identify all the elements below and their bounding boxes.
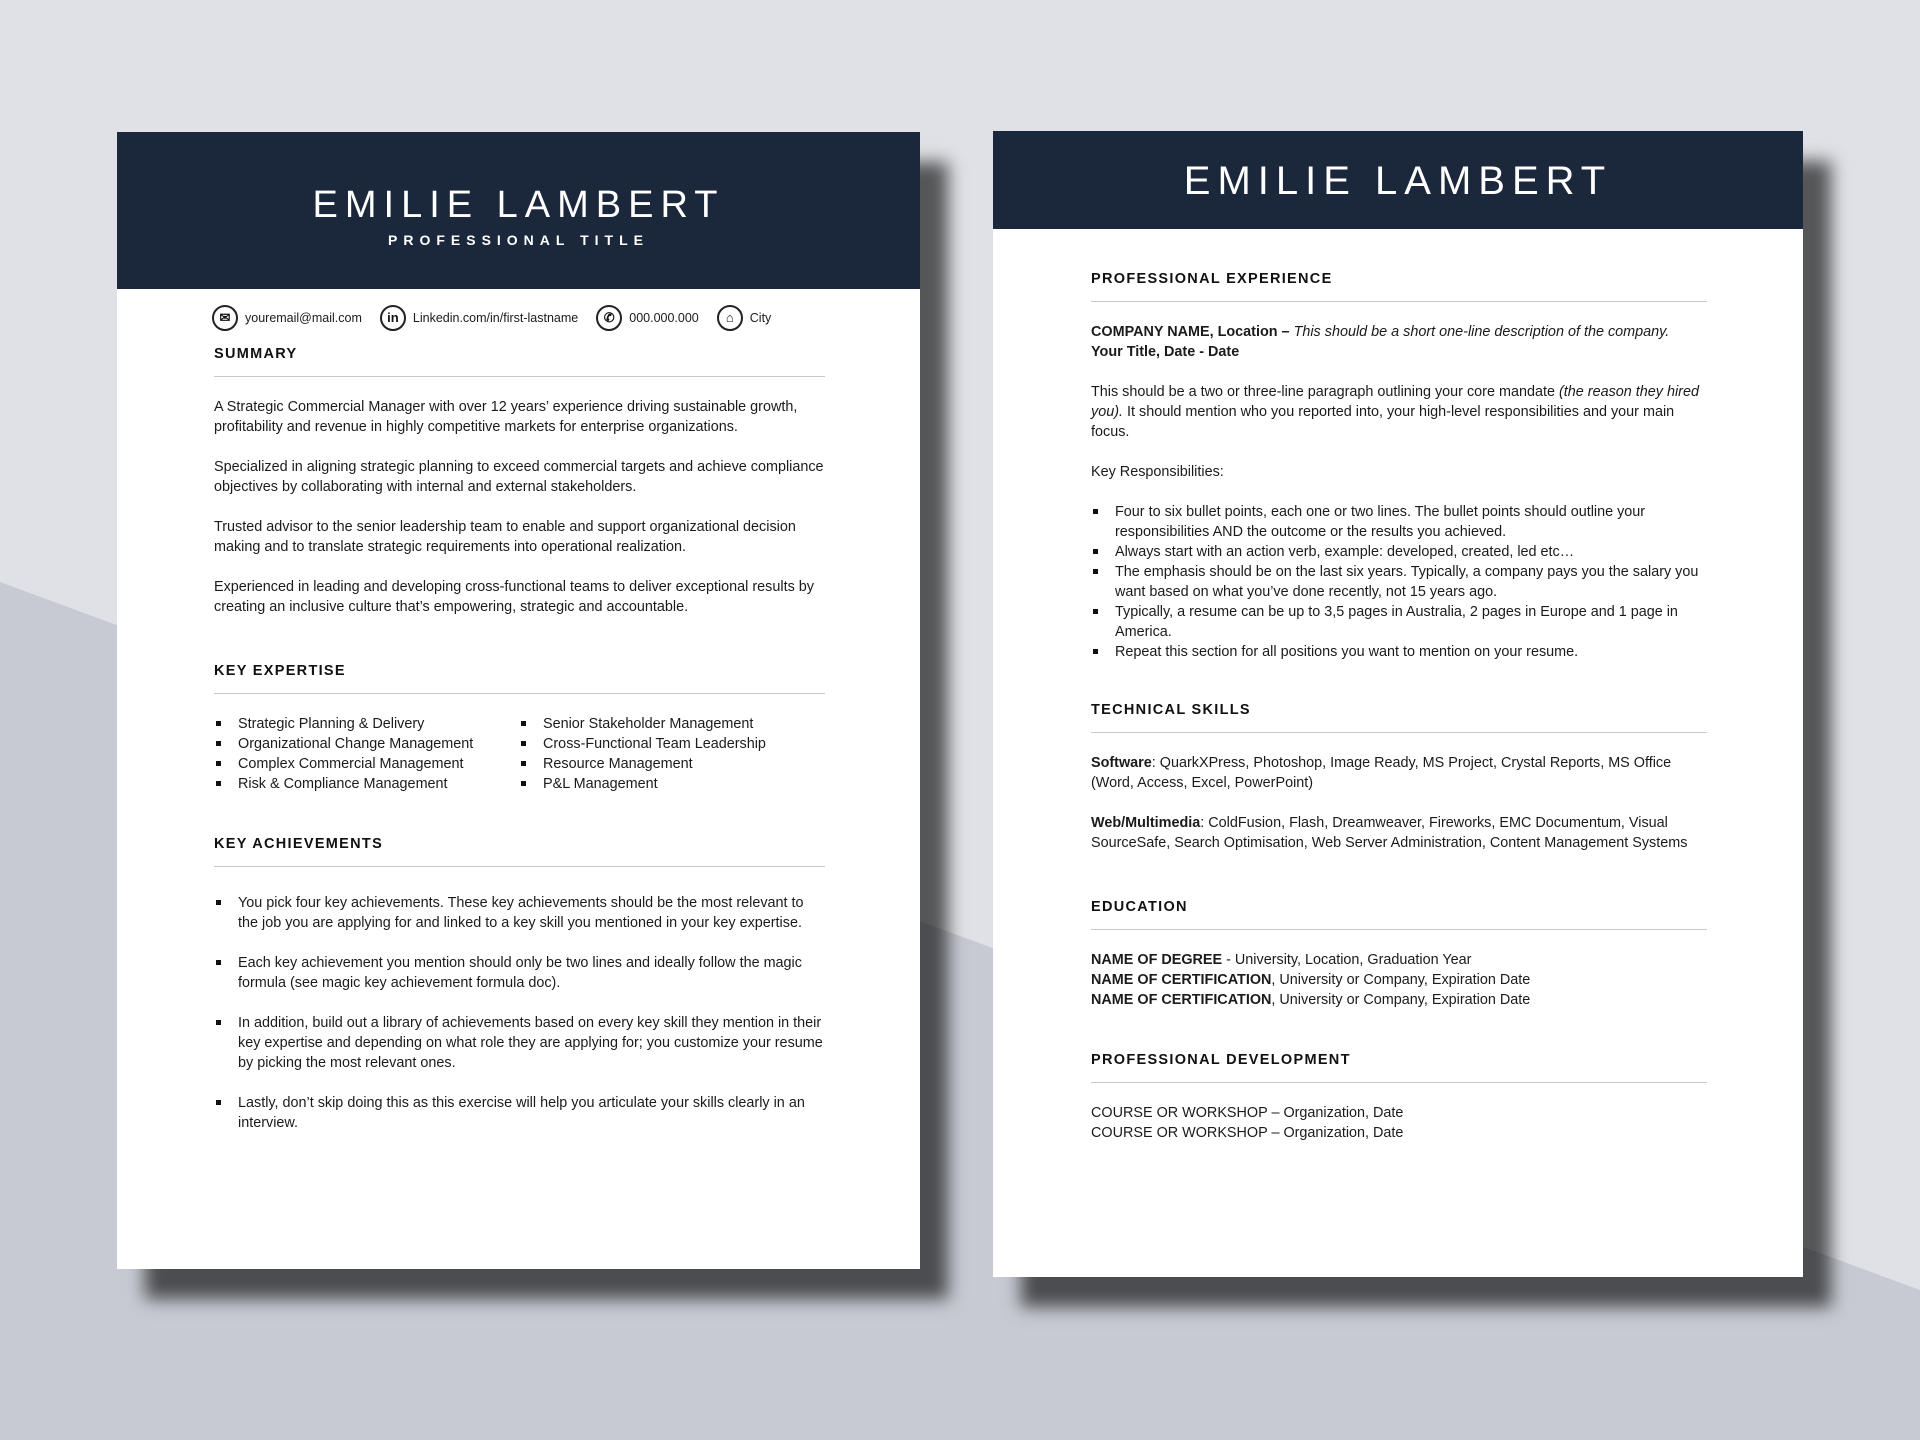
responsibilities-label: Key Responsibilities: bbox=[1091, 464, 1224, 480]
role-line: Your Title, Date - Date bbox=[1091, 344, 1240, 360]
professional-title: PROFESSIONAL TITLE bbox=[388, 232, 649, 248]
linkedin-icon: in bbox=[380, 305, 406, 331]
list-item: Typically, a resume can be up to 3,5 pages in Australia, 2 pages in Europe and 1 page in America. bbox=[1091, 602, 1707, 642]
list-item: Always start with an action verb, example: developed, created, led etc… bbox=[1091, 542, 1707, 562]
list-item: Organizational Change Management bbox=[214, 734, 519, 754]
page1-content bbox=[214, 302, 825, 1153]
list-item: Complex Commercial Management bbox=[214, 754, 519, 774]
summary-paragraph: Trusted advisor to the senior leadership team to enable and support organizational decision making and to translate strategic requirements into operational realization. bbox=[214, 519, 796, 555]
education-row: NAME OF DEGREE - University, Location, Graduation Year bbox=[1091, 952, 1472, 968]
development-row: COURSE OR WORKSHOP – Organization, Date bbox=[1091, 1125, 1404, 1141]
page2-header bbox=[993, 131, 1803, 229]
contact-phone-text: 000.000.000 bbox=[629, 311, 699, 325]
contact-city bbox=[717, 305, 772, 331]
development-row: COURSE OR WORKSHOP – Organization, Date bbox=[1091, 1105, 1404, 1121]
development-heading: PROFESSIONAL DEVELOPMENT bbox=[1091, 1050, 1707, 1083]
expertise-list-right bbox=[519, 714, 824, 794]
company-description: This should be a short one-line description of the company. bbox=[1293, 324, 1670, 340]
contact-linkedin-text: Linkedin.com/in/first-lastname bbox=[412, 311, 579, 325]
achievements-list bbox=[214, 893, 825, 1133]
page2-content bbox=[1091, 269, 1707, 1143]
summary-paragraph: Experienced in leading and developing cross-functional teams to deliver exceptional results by creating an inclusive culture that’s empowering, strategic and accountable. bbox=[214, 579, 814, 615]
candidate-name: EMILIE LAMBERT bbox=[312, 184, 725, 226]
page1-header bbox=[117, 132, 920, 289]
list-item: Repeat this section for all positions you want to mention on your resume. bbox=[1091, 642, 1707, 662]
education-row: NAME OF CERTIFICATION, University or Company, Expiration Date bbox=[1091, 972, 1531, 988]
list-item: The emphasis should be on the last six years. Typically, a company pays you the salary you want based on what you’ve done recently, not 15 years ago. bbox=[1091, 562, 1707, 602]
list-item: Senior Stakeholder Management bbox=[519, 714, 824, 734]
summary-heading: SUMMARY bbox=[214, 344, 825, 377]
list-item: Cross-Functional Team Leadership bbox=[519, 734, 824, 754]
summary-paragraph: A Strategic Commercial Manager with over 12 years’ experience driving sustainable growth, profitability and revenue in highly competitive markets for enterprise organizations. bbox=[214, 399, 798, 435]
mandate-paragraph: This should be a two or three-line paragraph outlining your core mandate (the reason they hired you). It should mention who you reported into, your high-level responsibilities and your main focus. bbox=[1091, 384, 1699, 440]
contact-city-text: City bbox=[749, 311, 772, 325]
expertise-list-left bbox=[214, 714, 519, 794]
education-heading: EDUCATION bbox=[1091, 897, 1707, 930]
software-skills: Software: QuarkXPress, Photoshop, Image Ready, MS Project, Crystal Reports, MS Office (Word, Access, Excel, PowerPoint) bbox=[1091, 755, 1672, 791]
resume-page-2 bbox=[993, 131, 1803, 1277]
skills-heading: TECHNICAL SKILLS bbox=[1091, 700, 1707, 733]
candidate-name: EMILIE LAMBERT bbox=[1183, 159, 1613, 203]
summary-paragraph: Specialized in aligning strategic planning to exceed commercial targets and achieve compliance objectives by collaborating with internal and external stakeholders. bbox=[214, 459, 824, 495]
education-row: NAME OF CERTIFICATION, University or Company, Expiration Date bbox=[1091, 992, 1531, 1008]
contact-phone bbox=[596, 305, 699, 331]
list-item: Resource Management bbox=[519, 754, 824, 774]
experience-heading: PROFESSIONAL EXPERIENCE bbox=[1091, 269, 1707, 302]
list-item: P&L Management bbox=[519, 774, 824, 794]
responsibilities-list bbox=[1091, 502, 1707, 662]
contact-row bbox=[212, 302, 825, 334]
expertise-columns bbox=[214, 714, 825, 794]
list-item: You pick four key achievements. These key achievements should be the most relevant to the job you are applying for and linked to a key skill you mentioned in your key expertise. bbox=[214, 893, 825, 933]
expertise-heading: KEY EXPERTISE bbox=[214, 661, 825, 694]
contact-linkedin bbox=[380, 305, 578, 331]
list-item: Strategic Planning & Delivery bbox=[214, 714, 519, 734]
contact-email-text: youremail@mail.com bbox=[245, 311, 362, 325]
list-item: In addition, build out a library of achievements based on every key skill they mention in their key expertise and depending on what role they are applying for; you customize your resume by picking the most relevant ones. bbox=[214, 1013, 825, 1073]
list-item: Each key achievement you mention should only be two lines and ideally follow the magic formula (see magic key achievement formula doc). bbox=[214, 953, 825, 993]
achievements-heading: KEY ACHIEVEMENTS bbox=[214, 834, 825, 867]
list-item: Lastly, don’t skip doing this as this exercise will help you articulate your skills clearly in an interview. bbox=[214, 1093, 825, 1133]
phone-icon: ✆ bbox=[596, 305, 622, 331]
envelope-icon: ✉ bbox=[212, 305, 238, 331]
company-line bbox=[1091, 322, 1707, 342]
resume-page-1 bbox=[117, 132, 920, 1269]
contact-email bbox=[212, 305, 362, 331]
web-skills: Web/Multimedia: ColdFusion, Flash, Dreamweaver, Fireworks, EMC Documentum, Visual SourceSafe, Search Optimisation, Web Server Administration, Content Management Systems bbox=[1091, 815, 1688, 851]
list-item: Four to six bullet points, each one or two lines. The bullet points should outline your responsibilities AND the outcome or the results you achieved. bbox=[1091, 502, 1707, 542]
company-name: COMPANY NAME, Location – bbox=[1091, 324, 1290, 340]
list-item: Risk & Compliance Management bbox=[214, 774, 519, 794]
home-icon: ⌂ bbox=[717, 305, 743, 331]
